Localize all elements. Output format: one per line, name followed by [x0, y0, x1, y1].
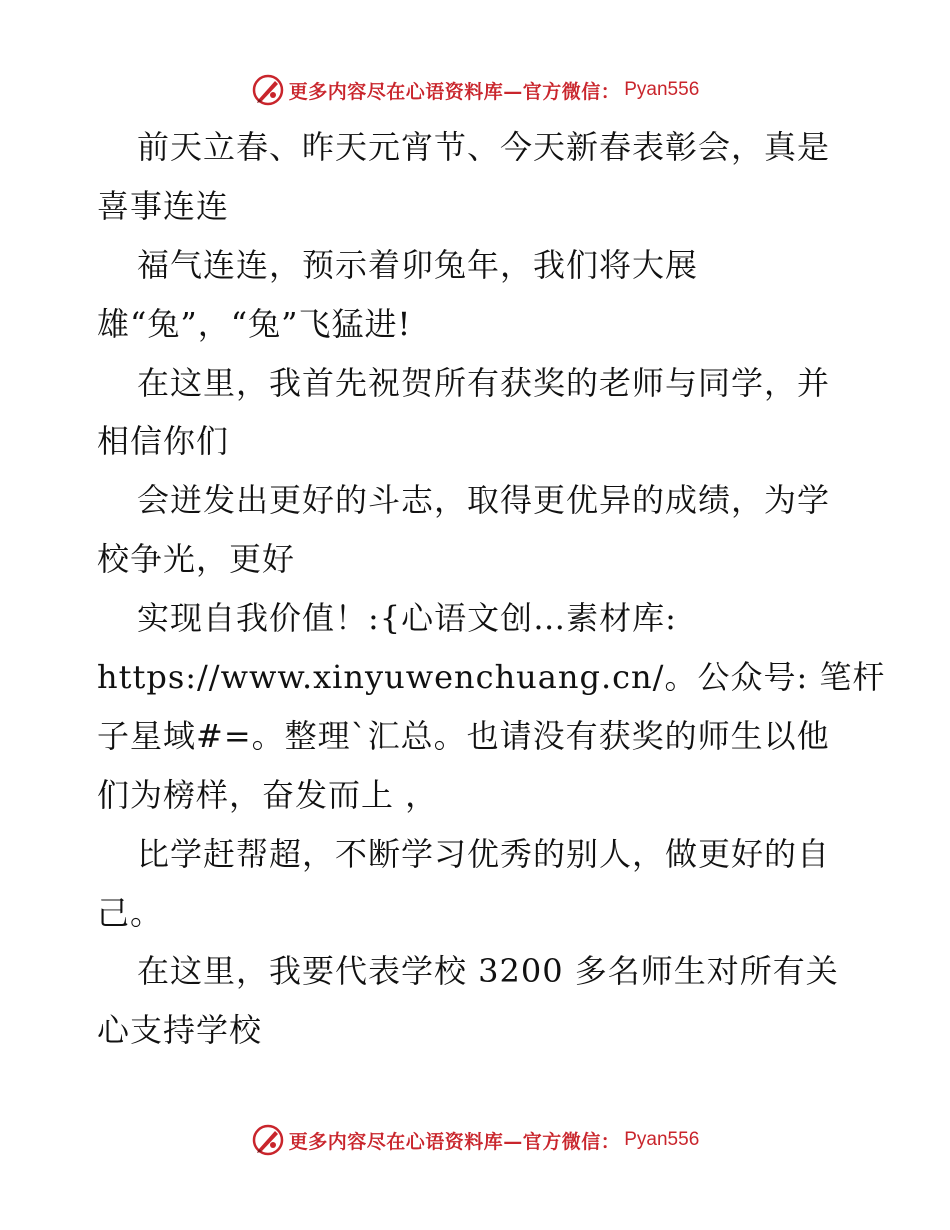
body-text [97, 118, 886, 1060]
body-line: 福气连连，预示着卯兔年，我们将大展 [137, 245, 699, 284]
body-line: 前天立春、昨天元宵节、今天新春表彰会，真是 [137, 128, 831, 166]
body-line: 喜事连连 [97, 186, 230, 225]
body-line: 们为榜样，奋发而上 ， [97, 775, 439, 814]
quill-pen-logo-icon [251, 1123, 285, 1157]
body-line: 会迸发出更好的斗志，取得更优异的成绩，为学 [137, 481, 831, 520]
body-line: 己。 [97, 893, 164, 932]
quill-pen-logo-icon [251, 73, 285, 107]
body-line: 在这里，我首先祝贺所有获奖的老师与同学，并 [137, 363, 831, 402]
body-line: 实现自我价值！:{心语文创…素材库: [137, 599, 677, 638]
header-text: 更多内容尽在心语资料库—官方微信： [288, 80, 621, 103]
header-banner [0, 70, 950, 110]
body-line: 在这里，我要代表学校 3200 多名师生对所有关 [137, 952, 839, 991]
body-line: 相信你们 [97, 422, 230, 461]
body-line: 子星域#=。整理`汇总。也请没有获奖的师生以他 [97, 716, 830, 755]
body-line-url: https://www.xinyuwenchuang.cn/。公众号: 笔杆 [97, 658, 886, 697]
footer-wechat-id: Pyan556 [624, 1129, 700, 1150]
footer-text: 更多内容尽在心语资料库—官方微信： [288, 1130, 621, 1153]
body-line: 雄“兔”，“兔”飞猛进! [97, 304, 412, 343]
body-line: 比学赶帮超，不断学习优秀的别人，做更好的自 [137, 834, 831, 873]
body-line: 校争光，更好 [97, 540, 296, 579]
footer-banner [0, 1120, 950, 1160]
header-wechat-id: Pyan556 [624, 79, 700, 100]
body-line: 心支持学校 [97, 1011, 263, 1050]
